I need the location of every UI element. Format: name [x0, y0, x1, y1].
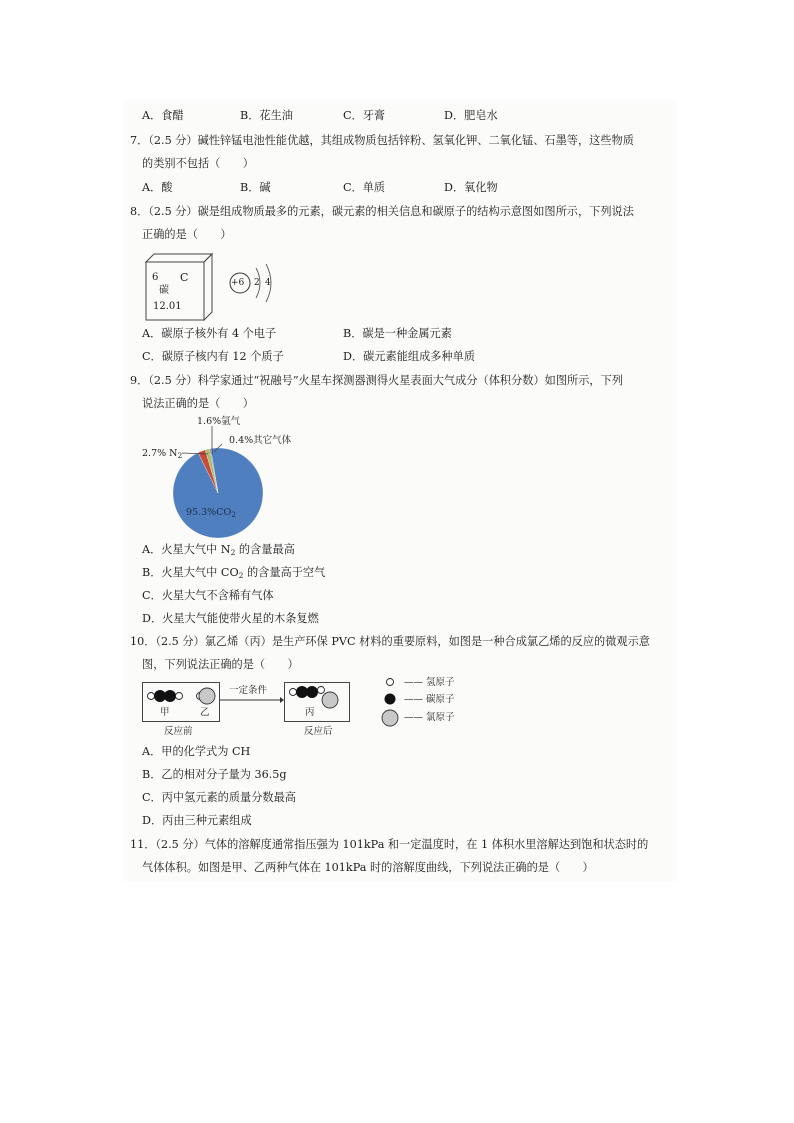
reaction-condition: 一定条件 — [229, 685, 268, 696]
q9-option-b: B．火星大气中 $CO_2$ 的含量高于空气 — [142, 566, 326, 580]
element-symbol: C — [180, 271, 189, 284]
nucleus-charge: +6 — [231, 278, 245, 288]
label-yi: 乙 — [200, 707, 210, 718]
q6-option-b: B．花生油 — [240, 109, 293, 122]
q10-option-c: C．丙中氢元素的质量分数最高 — [142, 791, 296, 804]
product-molecule — [284, 682, 350, 722]
q9-option-c: C．火星大气不含稀有气体 — [142, 589, 274, 602]
q9-stem-line1: 9．（2.5 分）科学家通过“祝融号”火星车探测器测得火星表面大气成分（体积分数）如图所示，下列 — [130, 374, 623, 387]
q8-stem-line2: 正确的是（ ） — [142, 228, 232, 241]
label-before-reaction: 反应前 — [164, 726, 193, 737]
element-atomic-number: 6 — [152, 272, 159, 283]
q6-option-d: D．肥皂水 — [444, 109, 498, 122]
q8-stem-line1: 8．（2.5 分）碳是组成物质最多的元素，碳元素的相关信息和碳原子的结构示意图如图所示，下列说法 — [130, 205, 634, 218]
q8-option-d: D．碳元素能组成多种单质 — [343, 350, 476, 363]
label-after-reaction: 反应后 — [304, 726, 333, 737]
q8-option-b: B．碳是一种金属元素 — [343, 327, 452, 340]
q7-option-a: A．酸 — [142, 181, 173, 194]
legend-chlorine: —— 氯原子 — [404, 712, 455, 723]
q11-stem-line1: 11．（2.5 分）气体的溶解度通常指压强为 101kPa 和一定温度时，在 1 体积水里溶解达到饱和状态时的 — [130, 838, 649, 851]
q11-stem-line2: 气体体积。如图是甲、乙两种气体在 101kPa 时的溶解度曲线，下列说法正确的是（ ） — [142, 861, 594, 874]
q9-stem-line2: 说法正确的是（ ） — [142, 397, 254, 410]
q9-option-d: D．火星大气能使带火星的木条复燃 — [142, 612, 319, 625]
q7-option-c: C．单质 — [343, 181, 386, 194]
q7-stem-line2: 的类别不包括（ ） — [142, 157, 254, 170]
element-name: 碳 — [159, 285, 169, 296]
q10-option-a: A．甲的化学式为 CH — [142, 745, 251, 758]
element-atomic-mass: 12.01 — [153, 301, 182, 312]
q6-option-a: A．食醋 — [142, 109, 184, 122]
shell1-electrons: 2 — [254, 278, 260, 288]
pie-label-argon: 1.6%氩气 — [197, 416, 241, 427]
legend-hydrogen: —— 氢原子 — [404, 677, 455, 688]
pie-label-n2: 2.7% $N_2$ — [142, 448, 183, 460]
label-jia: 甲 — [160, 707, 170, 718]
shell2-electrons: 4 — [265, 278, 271, 288]
pie-label-other: 0.4%其它气体 — [229, 435, 292, 446]
pie-label-co2: $95.3\%CO_2$ — [186, 507, 237, 519]
q10-stem-line2: 图，下列说法正确的是（ ） — [142, 658, 299, 671]
atom-legend-icons — [380, 676, 404, 726]
legend-carbon: —— 碳原子 — [404, 694, 455, 705]
q7-option-b: B．碱 — [240, 181, 271, 194]
q7-stem-line1: 7．（2.5 分）碱性锌锰电池性能优越，其组成物质包括锌粉、氢氧化钾、二氧化锰、石墨等，这些物质 — [130, 134, 634, 147]
q10-stem-line1: 10．（2.5 分）氯乙烯（丙）是生产环保 PVC 材料的重要原料，如图是一种合成氯乙烯的反应的微观示意 — [130, 635, 650, 648]
q7-option-d: D．氧化物 — [444, 181, 498, 194]
q8-option-a: A．碳原子核外有 4 个电子 — [142, 327, 277, 340]
q8-option-c: C．碳原子核内有 12 个质子 — [142, 350, 284, 363]
q10-option-b: B．乙的相对分子量为 36.5g — [142, 768, 287, 781]
label-bing: 丙 — [305, 707, 315, 718]
q10-option-d: D．丙由三种元素组成 — [142, 814, 252, 827]
q6-option-c: C．牙膏 — [343, 109, 386, 122]
q9-option-a: A．火星大气中 $N_2$ 的含量最高 — [142, 543, 295, 557]
